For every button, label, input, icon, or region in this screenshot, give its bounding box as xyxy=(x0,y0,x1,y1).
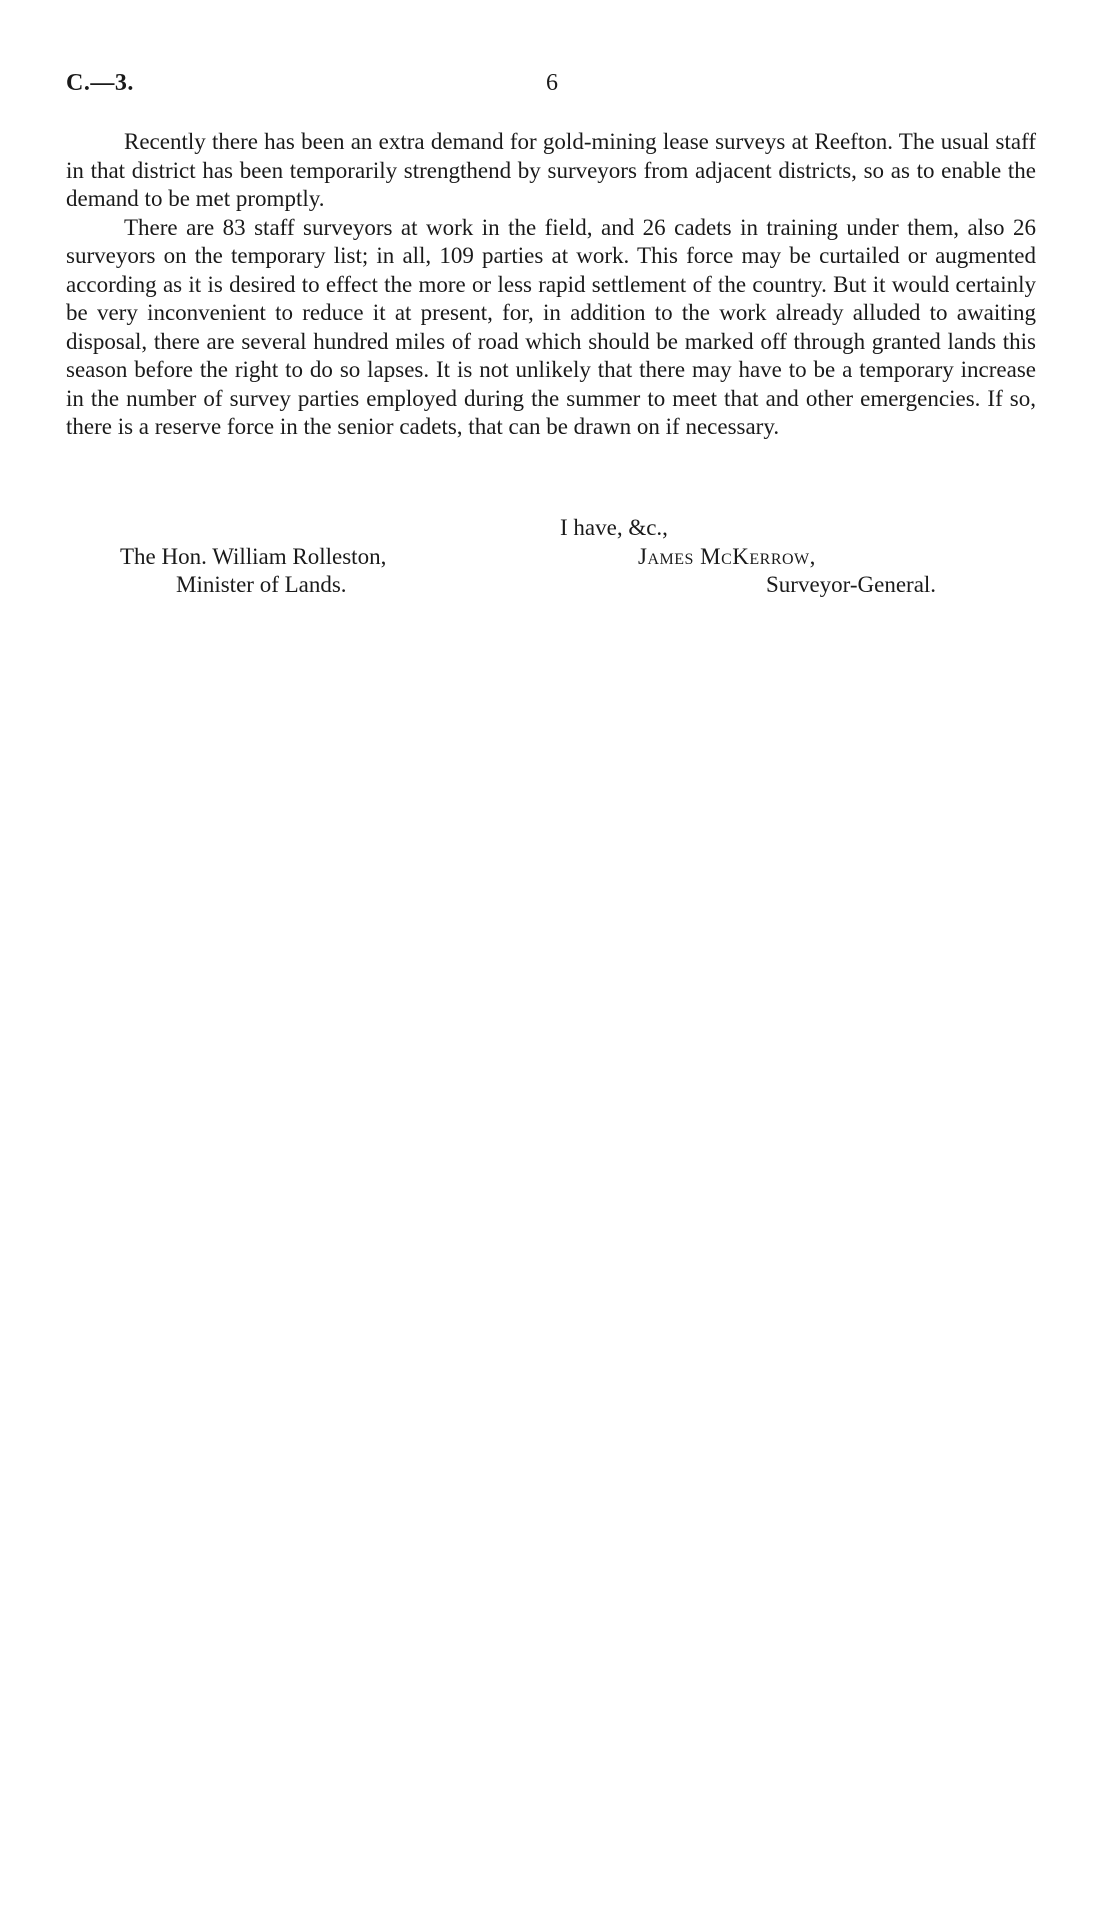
addressee-block xyxy=(120,543,386,599)
signatory-name: James McKerrow, xyxy=(638,544,816,569)
addressee-name: The Hon. William Rolleston, xyxy=(120,544,387,569)
closing-formula: I have, &c., xyxy=(560,515,668,540)
page-header xyxy=(66,70,1036,110)
page-number: 6 xyxy=(546,70,558,96)
addressee-title: Minister of Lands. xyxy=(176,572,347,597)
signatory-title: Surveyor-General. xyxy=(766,572,937,597)
paragraph-staff-surveyors: There are 83 staff surveyors at work in the field, and 26 cadets in training under them, also 26 surveyors on the temporary list; in all, 109 parties at work. This force may be curtailed or augmented according as it is desired to effect the more or less rapid settlement of the country. But it would certainly be very inconvenient to reduce it at present, for, in addition to the work already alluded to awaiting disposal, there are several hundred miles of road which should be marked off through granted lands this season before the right to do so lapses. It is not unlikely that there may have to be a temporary increase in the number of survey parties employed during the summer to meet that and other emergencies. If so, there is a reserve force in the senior cadets, that can be drawn on if necessary. xyxy=(66,214,1036,439)
report-body xyxy=(66,128,1036,442)
paragraph-reefton-surveys: Recently there has been an extra demand for gold-mining lease surveys at Reefton. The usual staff in that district has been temporarily strengthend by surveyors from adjacent districts, so as to enable the demand to be met promptly. xyxy=(66,129,1036,211)
signature-block xyxy=(638,543,936,599)
document-reference: C.—3. xyxy=(66,70,134,96)
